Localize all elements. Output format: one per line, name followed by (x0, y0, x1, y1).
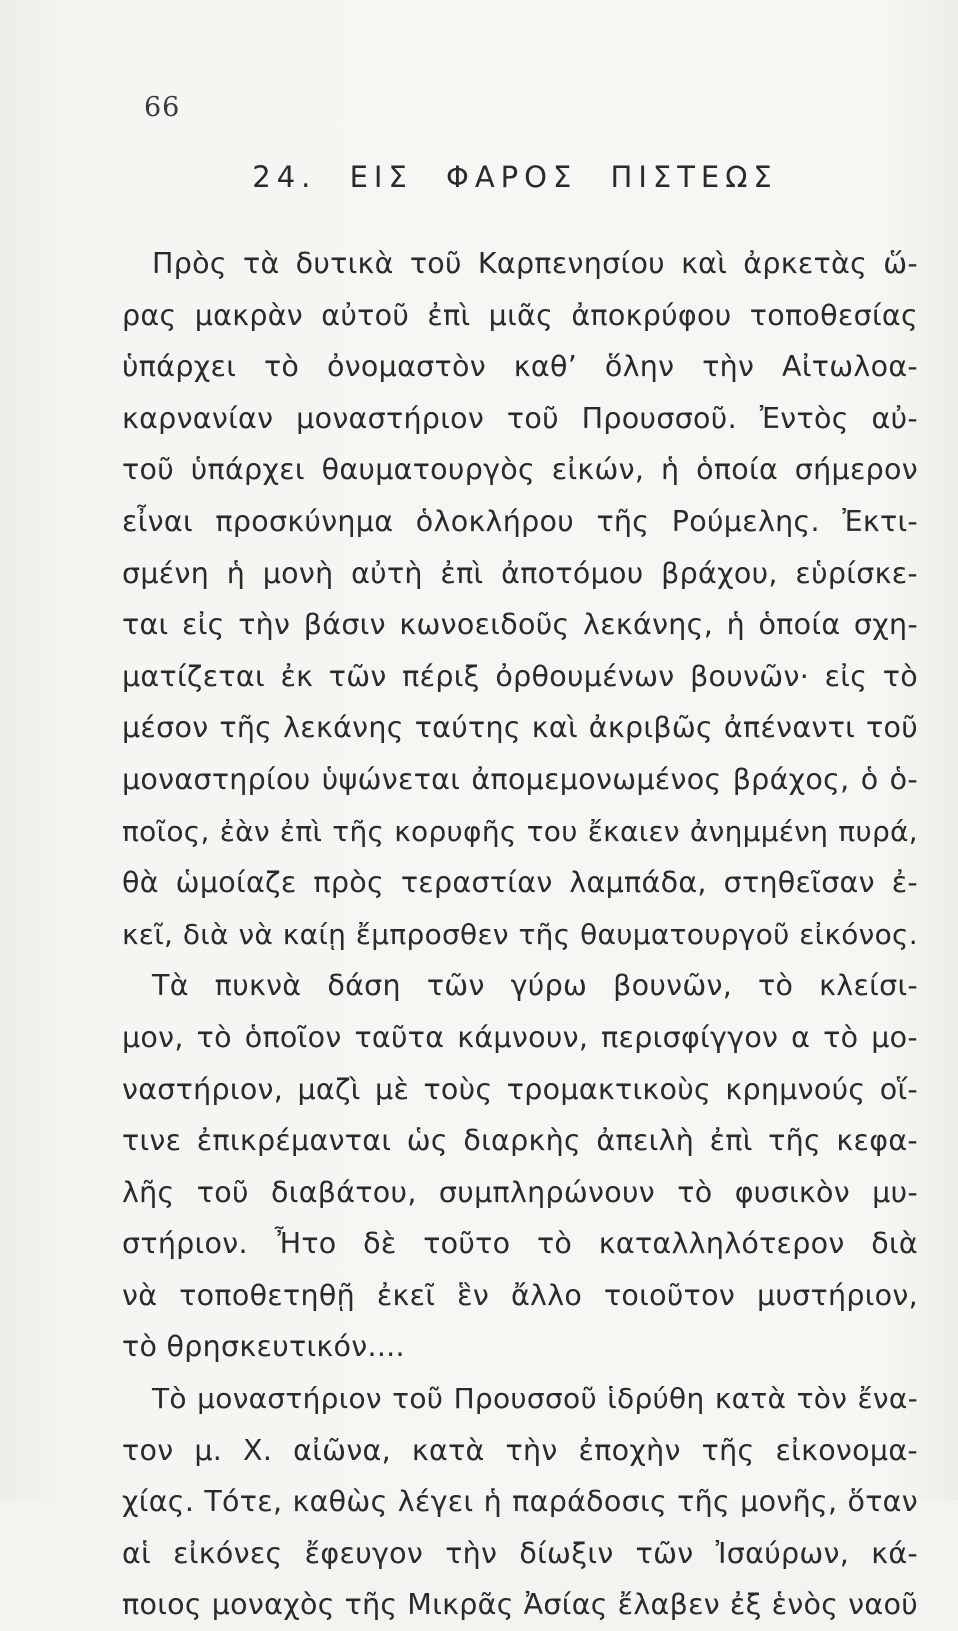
text-line: νὰ τοποθετηθῇ ἐκεῖ ἓν ἄλλο τοιοῦτον μυστήριον, (122, 1278, 918, 1312)
text-line: Τὰ πυκνὰ δάση τῶν γύρω βουνῶν, τὸ κλείσι- (152, 969, 918, 1003)
text-line: μέσον τῆς λεκάνης ταύτης καὶ ἀκριβῶς ἀπέναντι τοῦ (122, 711, 918, 745)
text-line: στήριον. Ἦτο δὲ τοῦτο τὸ καταλληλότερον διὰ (122, 1227, 918, 1261)
text-line: ται εἰς τὴν βάσιν κωνοειδοῦς λεκάνης, ἡ ὁποία σχη- (122, 608, 918, 642)
text-line: σμένη ἡ μονὴ αὐτὴ ἐπὶ ἀποτόμου βράχου, εὑρίσκε- (122, 556, 918, 590)
text-line: ποῖος, ἐὰν ἐπὶ τῆς κορυφῆς του ἔκαιεν ἀνημμένη πυρά, (122, 814, 918, 848)
text-line: λῆς τοῦ διαβάτου, συμπληρώνουν τὸ φυσικὸν μυ- (122, 1175, 918, 1209)
text-line: ρας μακρὰν αὐτοῦ ἐπὶ μιᾶς ἀποκρύφου τοποθεσίας (122, 298, 918, 332)
text-line: ματίζεται ἐκ τῶν πέριξ ὀρθουμένων βουνῶν· εἰς τὸ (122, 659, 918, 693)
text-line: τον μ. Χ. αἰῶνα, κατὰ τὴν ἐποχὴν τῆς εἰκονομα- (122, 1433, 918, 1467)
text-line: Τὸ μοναστήριον τοῦ Προυσσοῦ ἱδρύθη κατὰ τὸν ἔνα- (152, 1382, 918, 1416)
text-line: χίας. Τότε, καθὼς λέγει ἡ παράδοσις τῆς μονῆς, ὅταν (122, 1485, 918, 1519)
text-line: ὑπάρχει τὸ ὀνομαστὸν καθ’ ὅλην τὴν Αἰτωλοα- (122, 350, 918, 384)
text-line: ποιος μοναχὸς τῆς Μικρᾶς Ἀσίας ἔλαβεν ἐξ ἑνὸς ναοῦ (122, 1588, 918, 1622)
text-line: θὰ ὡμοίαζε πρὸς τεραστίαν λαμπάδα, στηθεῖσαν ἐ- (122, 866, 918, 900)
text-line: ναστήριον, μαζὶ μὲ τοὺς τρομακτικοὺς κρημνούς οἵ- (122, 1072, 918, 1106)
text-line: Πρὸς τὰ δυτικὰ τοῦ Καρπενησίου καὶ ἀρκετὰς ὥ- (152, 247, 918, 280)
text-line: κεῖ, διὰ νὰ καίῃ ἔμπροσθεν τῆς θαυματουργοῦ εἰκόνος. (122, 917, 918, 951)
text-line: τινε ἐπικρέμανται ὡς διαρκὴς ἀπειλὴ ἐπὶ τῆς κεφα- (122, 1124, 918, 1158)
text-line: μοναστηρίου ὑψώνεται ἀπομεμονωμένος βράχος, ὁ ὁ- (122, 762, 918, 796)
body-text (122, 238, 918, 1631)
page-number: 66 (144, 92, 181, 123)
text-line: τὸ θρησκευτικόν.... (122, 1330, 405, 1364)
text-line: αἱ εἰκόνες ἔφευγον τὴν δίωξιν τῶν Ἰσαύρων, κά- (122, 1536, 918, 1570)
chapter-title: 24. ΕΙΣ ΦΑΡΟΣ ΠΙΣΤΕΩΣ (252, 160, 778, 194)
text-line: τοῦ ὑπάρχει θαυματουργὸς εἰκών, ἡ ὁποία σήμερον (122, 453, 918, 487)
text-line: εἶναι προσκύνημα ὁλοκλήρου τῆς Ρούμελης. Ἐκτι- (122, 504, 918, 538)
text-line: καρνανίαν μοναστήριον τοῦ Προυσσοῦ. Ἐντὸς αὐ- (122, 401, 918, 435)
text-line: μον, τὸ ὁποῖον ταῦτα κάμνουν, περισφίγγον α τὸ μο- (122, 1020, 918, 1054)
